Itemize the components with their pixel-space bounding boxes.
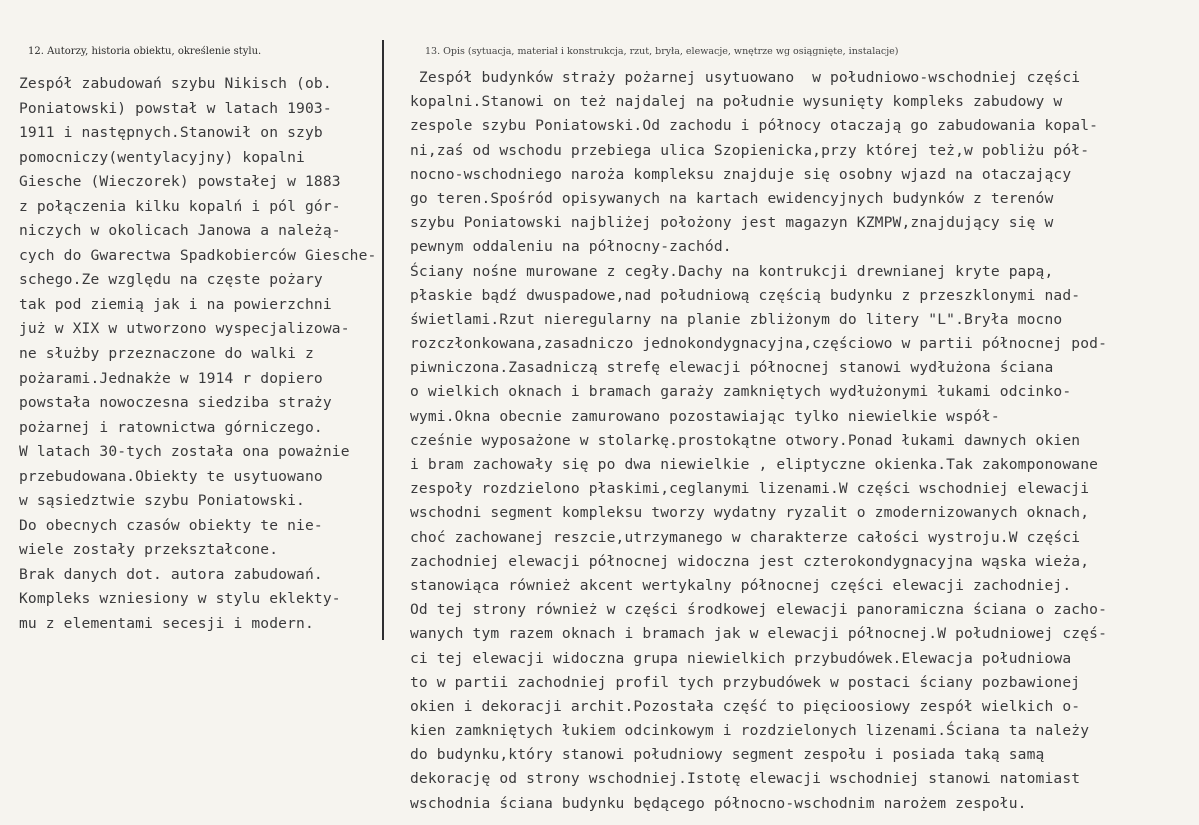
description-text-column	[410, 66, 1196, 816]
text-line: 1911 i następnych.Stanowił on szyb	[19, 124, 323, 142]
text-line: Zespół budynków straży pożarnej usytuowano w południowo-wschodniej części	[410, 69, 1081, 86]
text-line: stanowiąca również akcent wertykalny północnej części elewacji zachodniej.	[410, 576, 1072, 594]
text-line: nocno-wschodniego naroża kompleksu znajduje się osobny wjazd na otaczający	[410, 165, 1072, 183]
text-line: Brak danych dot. autora zabudowań.	[19, 565, 323, 583]
text-line: i bram zachowały się po dwa niewielkie , eliptyczne okienka.Tak zakomponowane	[410, 456, 1099, 473]
text-line: choć zachowanej reszcie,utrzymanego w charakterze całości wystroju.W części	[410, 528, 1081, 546]
text-line: rozczłonkowana,zasadniczo jednokondygnacyjna,częściowo w partii północnej pod-	[410, 335, 1108, 353]
text-line: w sąsiedztwie szybu Poniatowski.	[19, 492, 305, 510]
text-line: zachodniej elewacji północnej widoczna jest czterokondygnacyjna wąska wieża,	[410, 552, 1090, 570]
text-line: W latach 30-tych została ona poważnie	[19, 443, 350, 461]
text-line: kien zamkniętych łukiem odcinkowym i rozdzielonych lizenami.Ściana ta należy	[410, 722, 1090, 740]
text-line: z połączenia kilku kopalń i pól gór-	[19, 197, 341, 215]
text-line: kopalni.Stanowi on też najdalej na południe wysunięty kompleks zabudowy w	[410, 93, 1063, 111]
text-line: już w XIX w utworzono wyspecjalizowa-	[19, 320, 350, 338]
text-line: wiele zostały przekształcone.	[19, 541, 279, 559]
text-line: schego.Ze względu na częste pożary	[19, 271, 323, 289]
text-line: szybu Poniatowski najbliżej położony jest magazyn KZMPW,znajdujący się w	[410, 214, 1054, 232]
text-line: okien i dekoracji archit.Pozostała część to pięcioosiowy zespół wielkich o-	[410, 697, 1081, 715]
text-line: wanych tym razem oknach i bramach jak w elewacji północnej.W południowej częś-	[410, 625, 1108, 643]
text-line: zespole szybu Poniatowski.Od zachodu i północy otaczają go zabudowania kopal-	[410, 117, 1099, 135]
text-line: świetlami.Rzut nieregularny na planie zbliżonym do litery "L".Bryła mocno	[410, 310, 1063, 328]
text-line: płaskie bądź dwuspadowe,nad południową częścią budynku z przeszklonymi nad-	[410, 286, 1081, 304]
text-line: Ściany nośne murowane z cegły.Dachy na kontrukcji drewnianej kryte papą,	[410, 262, 1054, 280]
text-line: ci tej elewacji widoczna grupa niewielkich przybudówek.Elewacja południowa	[410, 649, 1072, 667]
text-line: o wielkich oknach i bramach garaży zamkniętych wydłużonymi łukami odcinko-	[410, 383, 1072, 401]
text-line: mu z elementami secesji i modern.	[19, 615, 314, 633]
text-line: zespoły rozdzielono płaskimi,ceglanymi lizenami.W części wschodniej elewacji	[410, 480, 1090, 498]
text-line: niczych w okolicach Janowa a należą-	[19, 222, 341, 240]
text-line: cych do Gwarectwa Spadkobierców Giesche-	[19, 246, 377, 264]
text-line: przebudowana.Obiekty te usytuowano	[19, 467, 323, 485]
text-line: wschodni segment kompleksu tworzy wydatny ryzalit o zmodernizowanych oknach,	[410, 504, 1090, 522]
section-13-heading: 13. Opis (sytuacja, materiał i konstrukcja, rzut, bryła, elewacje, wnętrze wg osiągnięte, instalacje)	[425, 46, 899, 57]
text-line: do budynku,który stanowi południowy segment zespołu i posiada taką samą	[410, 746, 1045, 764]
text-line: Od tej strony również w części środkowej elewacji panoramiczna ściana o zacho-	[410, 601, 1108, 619]
text-line: pożarami.Jednakże w 1914 r dopiero	[19, 369, 323, 387]
text-line: Kompleks wzniesiony w stylu eklekty-	[19, 590, 341, 608]
text-line: Giesche (Wieczorek) powstałej w 1883	[19, 173, 341, 191]
text-line: pomocniczy(wentylacyjny) kopalni	[19, 148, 305, 166]
text-line: Zespół zabudowań szybu Nikisch (ob.	[19, 75, 332, 92]
text-line: Poniatowski) powstał w latach 1903-	[19, 99, 332, 117]
column-divider	[382, 40, 384, 640]
text-line: tak pod ziemią jak i na powierzchni	[19, 295, 332, 313]
text-line: pożarnej i ratownictwa górniczego.	[19, 418, 323, 436]
text-line: dekorację od strony wschodniej.Istotę elewacji wschodniej stanowi natomiast	[410, 770, 1081, 788]
section-12-heading: 12. Autorzy, historia obiektu, określenie stylu.	[28, 46, 262, 57]
text-line: Do obecnych czasów obiekty te nie-	[19, 516, 323, 534]
text-line: cześnie wyposażone w stolarkę.prostokątne otwory.Ponad łukami dawnych okien	[410, 431, 1081, 449]
text-line: to w partii zachodniej profil tych przybudówek w postaci ściany pozbawionej	[410, 673, 1081, 691]
text-line: ni,zaś od wschodu przebiega ulica Szopienicka,przy której też,w pobliżu pół-	[410, 141, 1090, 159]
text-line: pewnym oddaleniu na północny-zachód.	[410, 238, 732, 256]
text-line: wymi.Okna obecnie zamurowano pozostawiając tylko niewielkie współ-	[410, 407, 1000, 425]
text-line: wschodnia ściana budynku będącego północno-wschodnim narożem zespołu.	[410, 794, 1027, 812]
text-line: go teren.Spośród opisywanych na kartach ewidencyjnych budynków z terenów	[410, 189, 1054, 207]
text-line: ne służby przeznaczone do walki z	[19, 345, 314, 363]
text-line: powstała nowoczesna siedziba straży	[19, 394, 332, 412]
text-line: piwniczona.Zasadniczą strefę elewacji północnej stanowi wydłużona ściana	[410, 359, 1054, 377]
history-text-column	[19, 72, 379, 637]
